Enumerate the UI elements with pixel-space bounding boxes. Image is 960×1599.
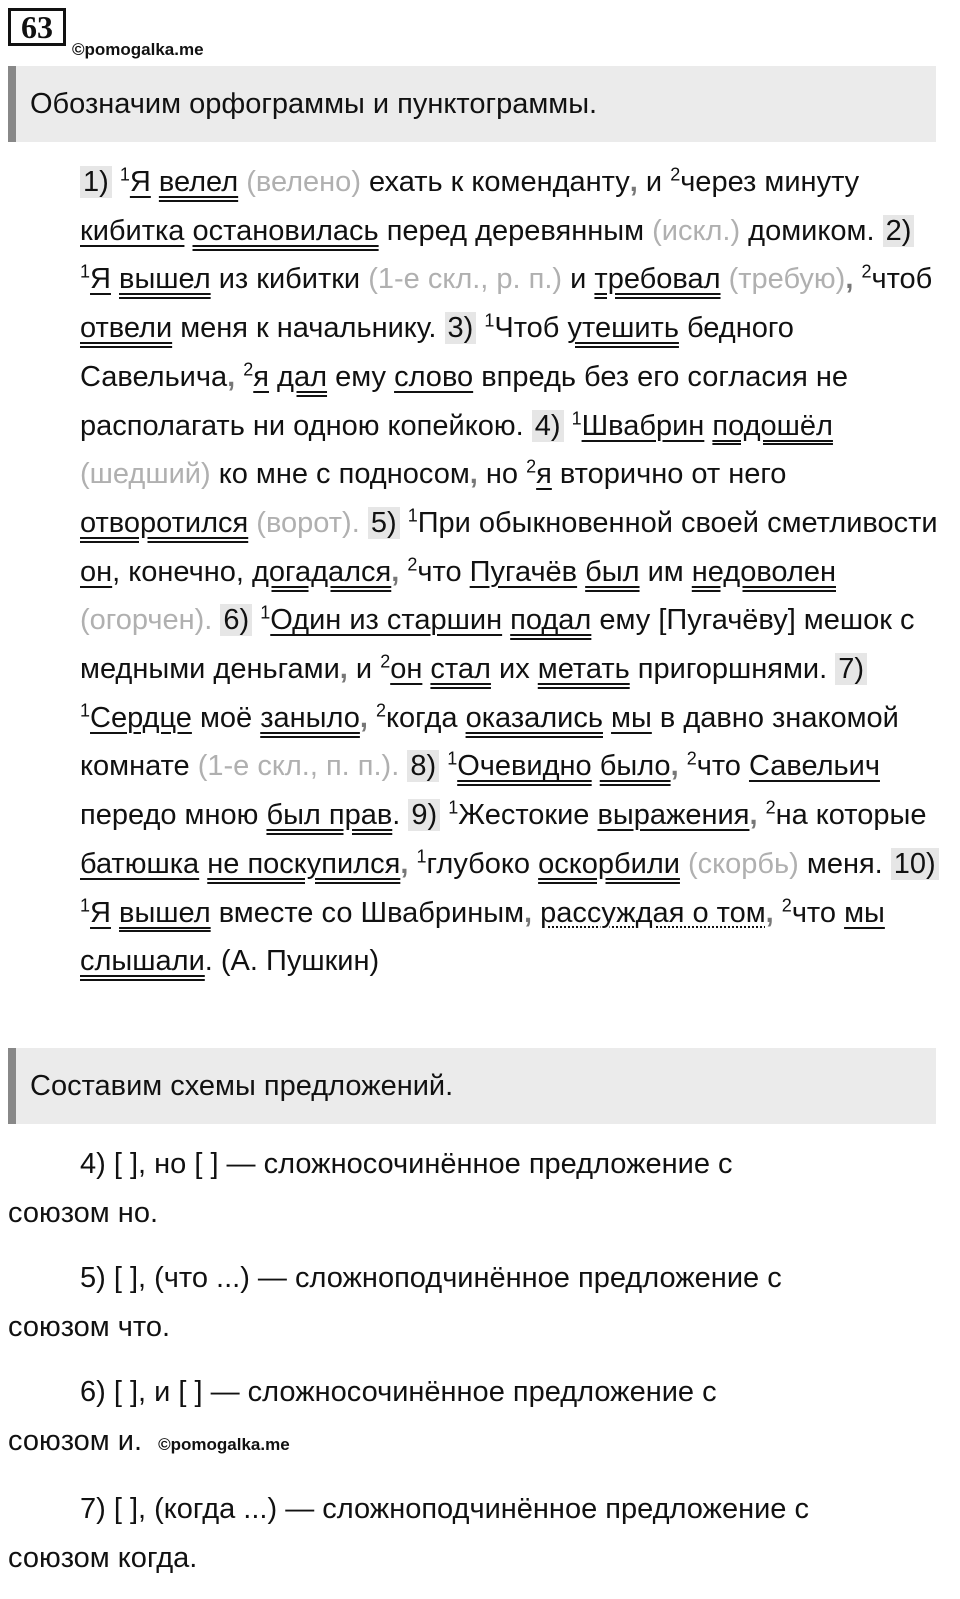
sentence-number: 3) (445, 312, 477, 344)
sentence-number: 5) (368, 507, 400, 539)
sentence-number: 6) (220, 604, 252, 636)
exercise-paragraph: 1) $^1$Я велел (велено) ехать к коменданту, и $^2$через минуту кибитка остановилась перед деревянным (искл.) домиком. 2) $^1$Я вышел из кибитки (1-е скл., р. п.) и требовал (требую), $^2$чтоб отвели меня к начальнику. 3) $^1$Чтоб утешить бедного Савельича, $^2$я дал ему слово впредь без его согласия не располагать ни одною копейкою. 4) $^1$Швабрин подошёл (шедший) ко мне с подносом, но $^2$я вторично от него отворотился (ворот). 5) $^1$При обыкновенной своей сметливости он, конечно, догадался, $^2$что Пугачёв был им недоволен (огорчен). 6) $^1$Один из старшин подал ему [Пугачёву] мешок с медными деньгами, и $^2$он стал их метать пригоршнями. 7) $^1$Сердце моё заныло, $^2$когда оказались мы в давно знакомой комнате (1-е скл., п. п.). 8) $^1$Очевидно было, $^2$что Савельич передо мною был прав. 9) $^1$Жестокие выражения, $^2$на которые батюшка не поскупился, $^1$глубоко оскорбили (скорбь) меня. 10) $^1$Я вышел вместе со Швабриным, рассуждая о том, $^2$что мы слышали. (А. Пушкин) (80, 164, 938, 978)
watermark: ©pomogalka.me (72, 40, 204, 59)
sentence-number: 8) (407, 750, 439, 782)
section-title-text: Обозначим орфограммы и пунктограммы. (30, 87, 598, 120)
scheme-item: 6) [ ], и [ ] — сложносочинённое предложение с союзом и. ©pomogalka.me (8, 1376, 717, 1457)
task-number-box: 63 (8, 8, 66, 46)
section-title-schemes (8, 1048, 936, 1124)
scheme-item: 4) [ ], но [ ] — сложносочинённое предложение с союзом но. (8, 1148, 733, 1229)
section-title-orthograms (8, 66, 936, 142)
section-title-text: Составим схемы предложений. (30, 1069, 454, 1102)
sentence-number: 1) (80, 166, 112, 198)
sentence-number: 9) (408, 799, 440, 831)
scheme-item: 7) [ ], (когда ...) — сложноподчинённое предложение с союзом когда. (8, 1493, 809, 1574)
exercise-text (8, 158, 953, 986)
sentence-number: 7) (835, 653, 867, 685)
watermark: ©pomogalka.me (158, 1435, 290, 1454)
scheme-item: 5) [ ], (что ...) — сложноподчинённое предложение с союзом что. (8, 1262, 782, 1343)
schemes-list (8, 1140, 953, 1599)
sentence-number: 2) (883, 215, 915, 247)
sentence-number: 10) (891, 848, 939, 880)
sentence-number: 4) (532, 410, 564, 442)
